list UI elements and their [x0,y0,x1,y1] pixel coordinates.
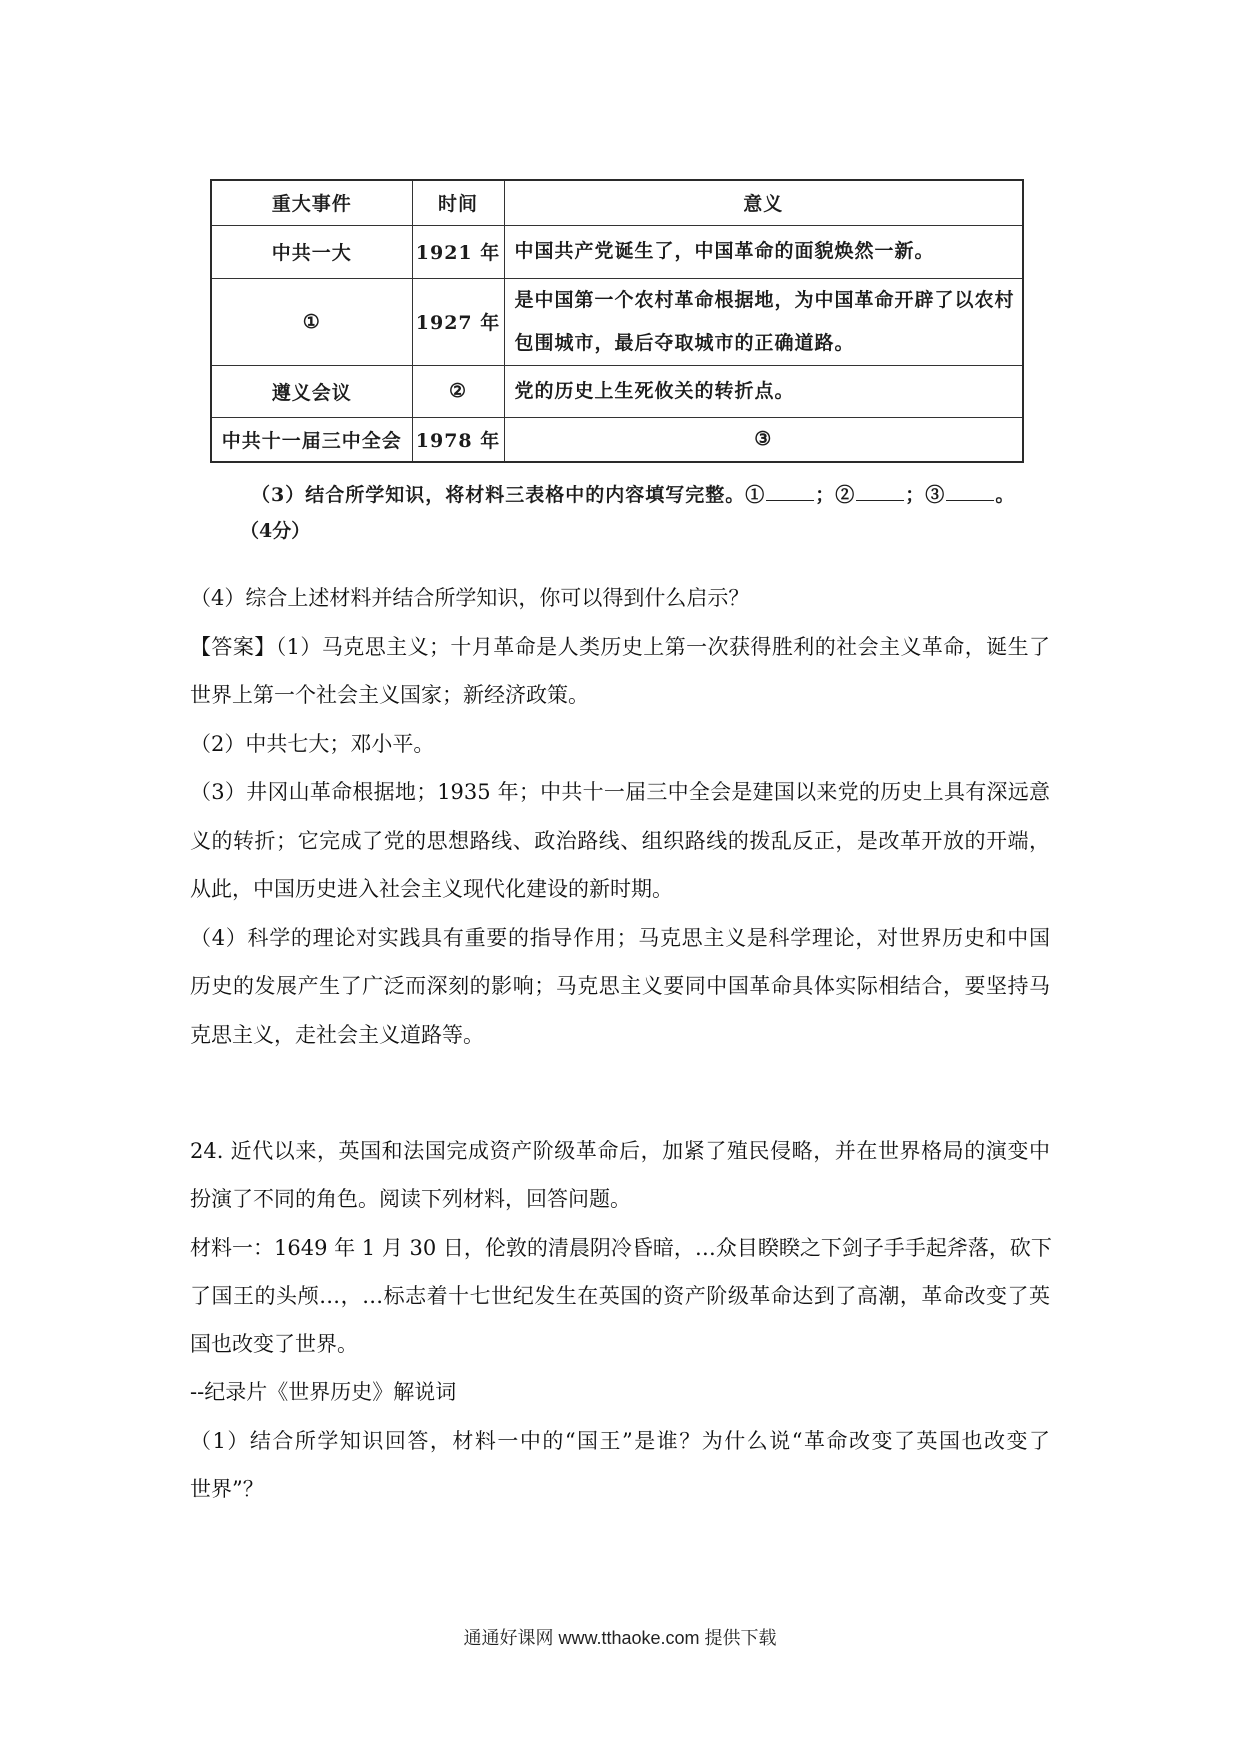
fill-blank [856,480,904,501]
answer-label: 【答案】 [190,634,276,659]
table-row [211,417,1023,462]
table-cell-significance [504,417,1023,462]
table-cell-significance [504,365,1023,417]
separator: ； [905,484,926,506]
question-3-prompt: （3）结合所学知识，将材料三表格中的内容填写完整。 [251,484,746,506]
significance-line: 党的历史上生死攸关的转折点。 [514,379,795,402]
table-cell-significance [504,278,1023,365]
significance-line: 包围城市，最后夺取城市的正确道路。 [514,331,855,354]
answer-line: 从此，中国历史进入社会主义现代化建设的新时期。 [190,877,673,901]
table-cell-event: 遵义会议 [211,365,412,417]
table-cell-event: 中共十一届三中全会 [211,417,412,462]
question-3-score: （4分） [240,520,311,542]
separator: ； [815,484,836,506]
answer-line: （4）科学的理论对实践具有重要的指导作用；马克思主义是科学理论，对世界历史和中国 [190,925,1050,950]
question-24-intro-line: 扮演了不同的角色。阅读下列材料，回答问题。 [190,1187,631,1212]
question-3 [251,479,1015,511]
table-row [211,225,1023,278]
table-header-row [211,180,1023,225]
answer-line [190,623,1050,672]
sub-question-1-line: （1）结合所学知识回答，材料一中的“国王”是谁？为什么说“革命改变了英国也改变了 [190,1428,1050,1453]
table-header-event: 重大事件 [211,180,412,225]
answer-line: 克思主义，走社会主义道路等。 [190,1022,484,1047]
end-mark: 。 [995,484,1016,506]
question-24 [190,1127,1050,1513]
table-cell-time: 1978 年 [412,417,504,462]
significance-line: 中国共产党诞生了，中国革命的面貌焕然一新。 [514,240,935,262]
table-row [211,365,1023,417]
answer-line: 世界上第一个社会主义国家；新经济政策。 [190,683,589,707]
answer-text: （1）马克思主义；十月革命是人类历史上第一次获得胜利的社会主义革命，诞生了 [275,634,1051,659]
table-cell-event: 中共一大 [211,225,412,278]
table-header-significance: 意义 [504,180,1023,225]
answer-line: 历史的发展产生了广泛而深刻的影响；马克思主义要同中国革命具体实际相结合，要坚持马 [190,974,1050,998]
major-events-table [210,179,1024,463]
material-1-line: 材料一：1649 年 1 月 30 日，伦敦的清晨阴冷昏暗，…众目睽睽之下剑子手手起斧落，砍下 [190,1235,1052,1260]
answer-block [190,574,1050,1059]
page-footer: 通通好课网 www.tthaoke.com 提供下载 [463,1628,777,1648]
table-cell-time: 1927 年 [412,278,504,365]
fill-blank [946,480,994,501]
material-1-line: 国也改变了世界。 [190,1332,358,1357]
blank-marker: ③ [925,484,946,506]
fill-blank [766,480,814,501]
table-row [211,278,1023,365]
question-4: （4）综合上述材料并结合所学知识，你可以得到什么启示？ [190,586,750,610]
answer-line: （3）井冈山革命根据地；1935 年；中共十一届三中全会是建国以来党的历史上具有深远意 [190,780,1050,804]
material-1-line: 了国王的头颅…，…标志着十七世纪发生在英国的资产阶级革命达到了高潮，革命改变了英 [190,1283,1050,1308]
table-cell-time: 1921 年 [412,225,504,278]
significance-line: 是中国第一个农村革命根据地，为中国革命开辟了以农村 [514,288,1015,311]
answer-line: （2）中共七大；邓小平。 [190,731,435,756]
table-cell-significance [504,225,1023,278]
sub-question-1-line: 世界”？ [190,1477,264,1502]
table-header-time: 时间 [412,180,504,225]
table-cell-time: ② [412,365,504,417]
answer-line: 义的转折；它完成了党的思想路线、政治路线、组织路线的拨乱反正，是改革开放的开端， [190,828,1050,853]
question-24-intro-line: 24. 近代以来，英国和法国完成资产阶级革命后，加紧了殖民侵略，并在世界格局的演变中 [190,1139,1050,1163]
table-cell-event: ① [211,278,412,365]
material-source: --纪录片《世界历史》解说词 [190,1380,457,1405]
significance-line: ③ [754,427,773,450]
blank-marker: ① [745,484,766,506]
blank-marker: ② [835,484,856,506]
